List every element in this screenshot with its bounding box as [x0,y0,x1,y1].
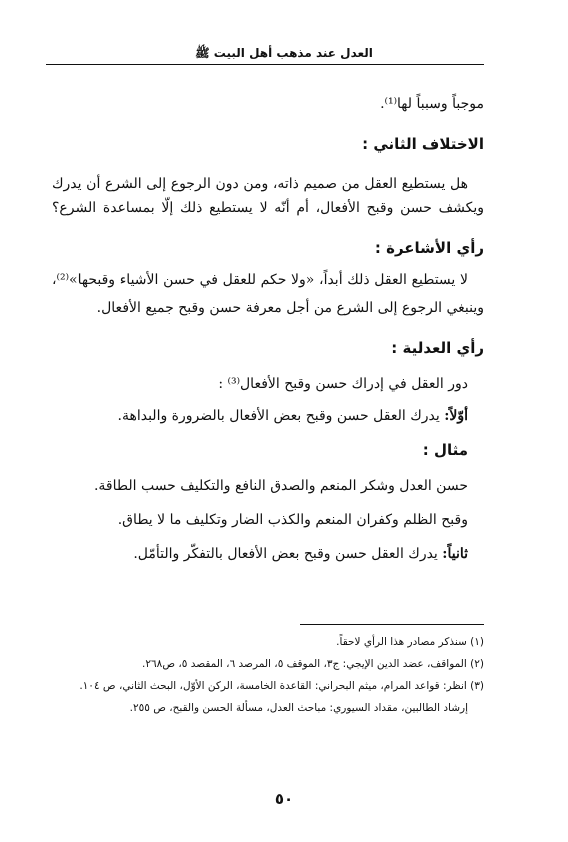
footnote-divider [300,624,484,625]
header-divider [46,64,484,65]
footnote: (٣) انظر: قواعد المرام، ميثم البحراني: القاعدة الخامسة، الركن الأوّل، البحث الثاني، ص ١٠٤. [79,680,484,692]
point-text: يدرك العقل حسن وقبح بعض الأفعال بالتفكّر والتأمّل. [133,546,443,562]
body-line: لا يستطيع العقل ذلك أبداً، «ولا حكم للعقل في حسن الأشياء وقبحها»⁽²⁾، [52,272,468,288]
section-heading: الاختلاف الثاني : [362,135,484,153]
body-line: دور العقل في إدراك حسن وقبح الأفعال⁽³⁾ : [218,376,468,392]
point-text: يدرك العقل حسن وقبح بعض الأفعال بالضرورة والبداهة. [117,408,445,424]
point-label: ثانياً: [442,546,468,562]
body-line [52,406,468,426]
body-line: حسن العدل وشكر المنعم والصدق النافع والتكليف حسب الطاقة. [93,478,468,494]
body-line [52,544,468,564]
footnote: إرشاد الطالبين، مقداد السيوري: مباحث العدل، مسألة الحسن والقبح، ص ٢٥٥. [129,702,468,714]
body-line: هل يستطيع العقل من صميم ذاته، ومن دون الرجوع إلى الشرع أن يدرك [52,176,468,192]
footnote: (١) سنذكر مصادر هذا الرأي لاحقاً. [336,636,484,648]
section-heading: رأي الأشاعرة : [374,239,484,257]
body-line: موجباً وسبباً لها⁽¹⁾. [380,96,484,112]
example-heading: مثال : [422,441,468,459]
page-number: ٥٠ [274,790,294,808]
body-line: وقبح الظلم وكفران المنعم والكذب الضار وتكليف ما لا يطاق. [117,512,468,528]
point-label: أوّلاً: [444,408,468,424]
body-line: وينبغي الرجوع إلى الشرع من أجل معرفة حسن وقبح جميع الأفعال. [96,300,484,316]
footnote: (٢) المواقف، عضد الدين الإيجي: ج٣، الموقف ٥، المرصد ٦، المقصد ٥، ص٢٦٨. [142,658,484,670]
body-line: ويكشف حسن وقبح الأفعال، أم أنّه لا يستطيع ذلك إلّا بمساعدة الشرع؟ [52,200,484,216]
running-header: العدل عند مذهب أهل البيت ﷺ [195,46,373,60]
section-heading: رأي العدلية : [391,339,484,357]
